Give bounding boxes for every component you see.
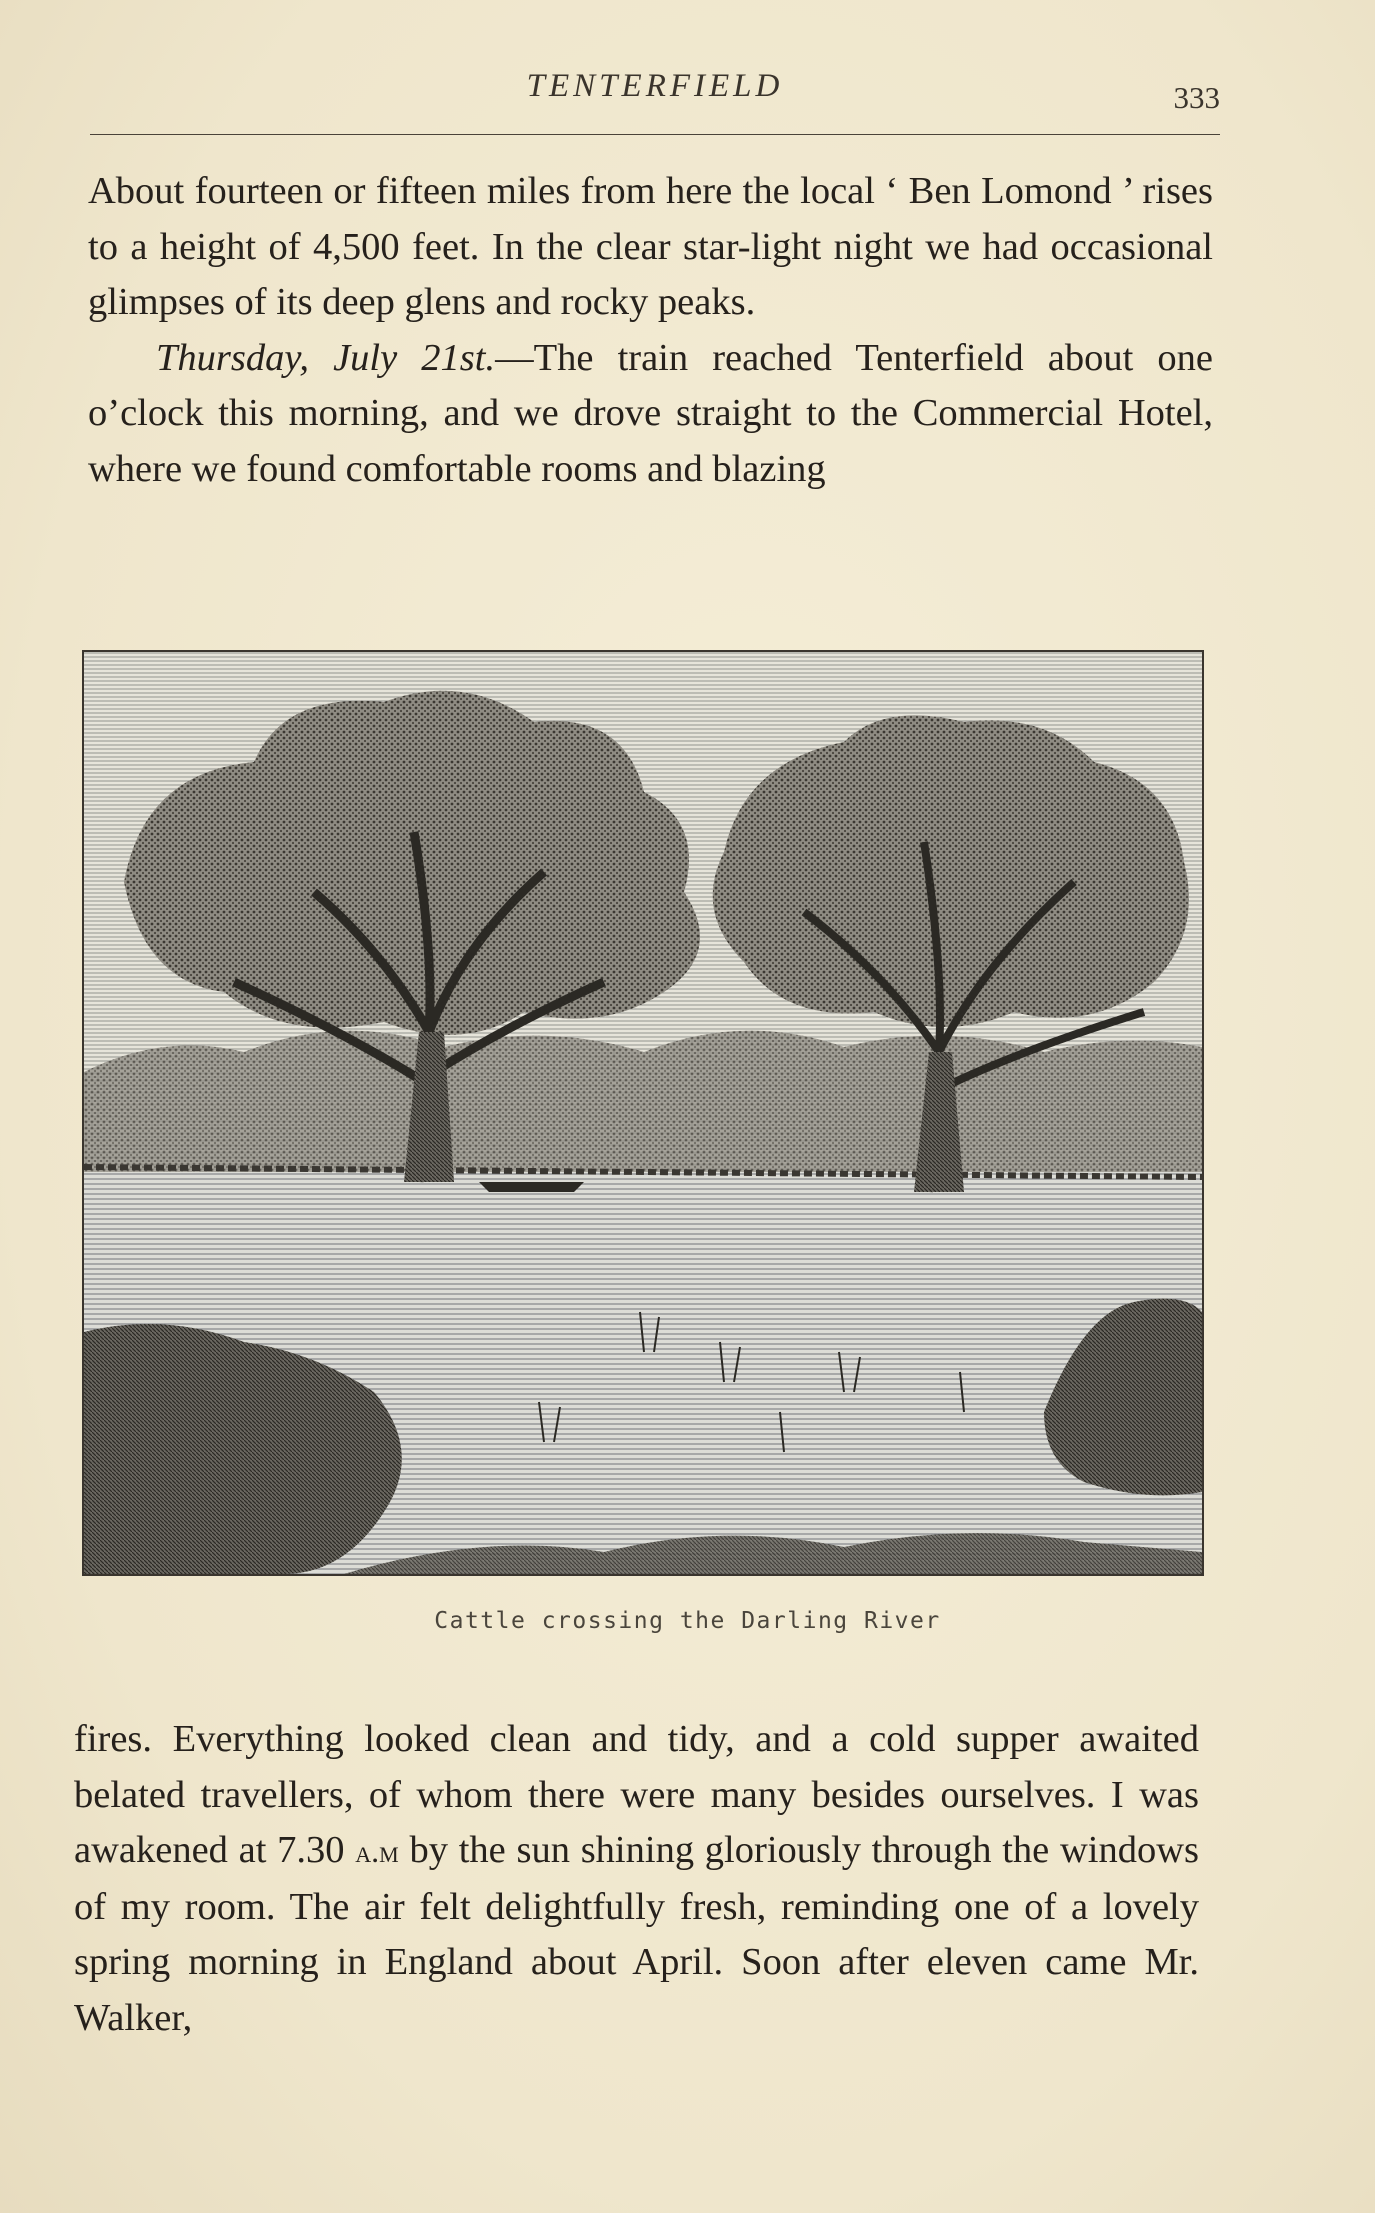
header-rule [90, 134, 1220, 135]
paragraph-thursday-text: —The train reached Tenterfield about one o’clock this morning, and we drove straight to the Commercial Hotel, where we found comfortable rooms and blazing [88, 336, 1213, 490]
paragraph-continued-text-a: fires. Everything looked clean and tidy, and a cold supper awaited belated travellers, of whom there were many besides ourselves. I was awakened at 7.30 [74, 1718, 1199, 1871]
engraving-river-trees [84, 652, 1202, 1574]
paragraph-thursday [88, 331, 1213, 498]
figure-caption: Cattle crossing the Darling River [434, 1608, 941, 1634]
running-title: TENTERFIELD [526, 68, 784, 104]
text-after-figure [74, 1712, 1199, 2046]
paragraph-ben-lomond: About fourteen or fifteen miles from here the local ‘ Ben Lomond ’ rises to a height of 4,500 feet. In the clear star-light night we had occasional glimpses of its deep glens and rocky peaks. [88, 170, 1213, 323]
boat [479, 1182, 584, 1192]
paragraph-continued [74, 1712, 1199, 2046]
time-am: a.m [355, 1833, 399, 1869]
running-head [90, 62, 1220, 122]
distant-treeline [84, 1031, 1202, 1192]
text-before-figure [88, 164, 1213, 497]
engraving-illustration [82, 650, 1204, 1576]
paragraph-continued-text-b: by the sun shining gloriously through the windows of my room. The air felt delightfully fresh, reminding one of a lovely spring morning in England about April. Soon after eleven came Mr. Walker, [74, 1829, 1199, 2039]
diary-date: Thursday, July 21st. [156, 336, 496, 379]
page-number: 333 [1173, 80, 1220, 115]
